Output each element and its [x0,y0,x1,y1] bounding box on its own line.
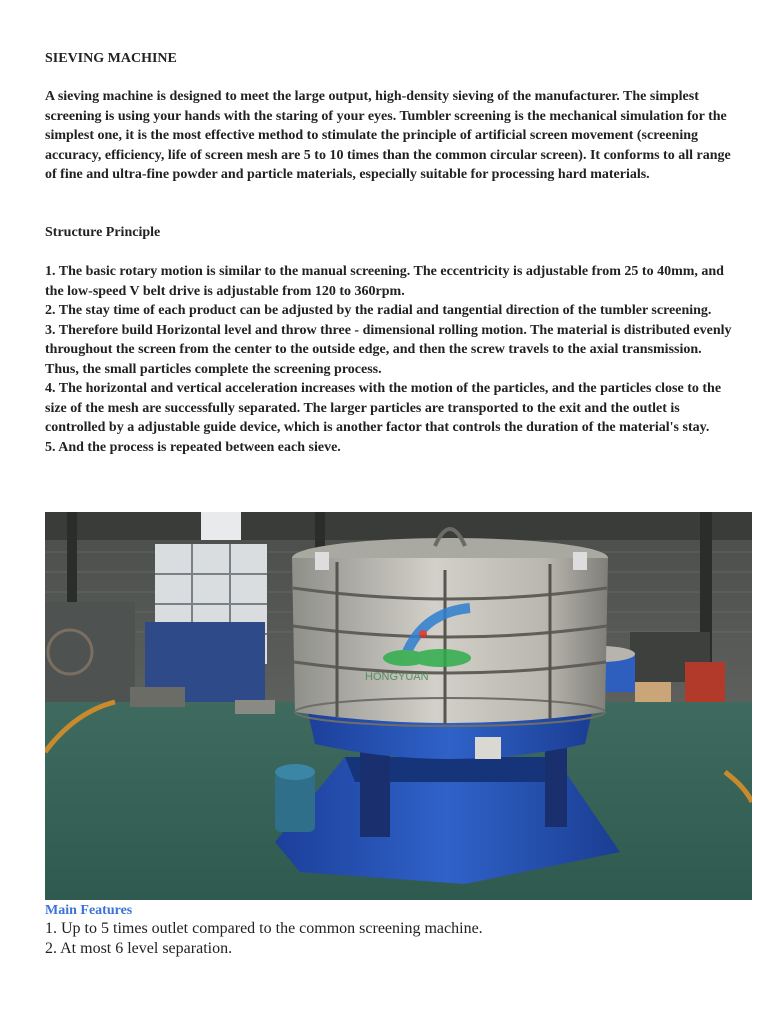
feature-item: 2. At most 6 level separation. [45,940,233,957]
structure-steps [45,262,735,457]
feature-item: 1. Up to 5 times outlet compared to the common screening machine. [45,920,483,937]
step-item: 3. Therefore build Horizontal level and throw three - dimensional rolling motion. The material is distributed evenly throughout the screen from the center to the outside edge, and then the screw travels to the axial transmission. Thus, the small particles complete the screening process. [45,322,732,377]
photo-watermark: HONGYUAN [365,671,429,683]
step-item: 5. And the process is repeated between each sieve. [45,439,341,455]
main-features-heading: Main Features [45,903,133,918]
page-title: SIEVING MACHINE [45,51,177,66]
structure-heading: Structure Principle [45,225,161,240]
step-item: 1. The basic rotary motion is similar to the manual screening. The eccentricity is adjustable from 25 to 40mm, and the low-speed V belt drive is adjustable from 120 to 360rpm. [45,264,724,299]
step-item: 2. The stay time of each product can be adjusted by the radial and tangential direction of the tumbler screening. [45,303,712,318]
intro-paragraph: A sieving machine is designed to meet the large output, high-density sieving of the manufacturer. The simplest screening is using your hands with the staring of your eyes. Tumbler screening is the mechanical simulation for the simplest one, it is the most effective method to stimulate the principle of artificial screen movement (screening accuracy, efficiency, life of screen mesh are 5 to 10 times than the common circular screen). It conforms to all range of fine and ultra-fine powder and particle materials, especially suitable for processing hard materials. [45,89,731,182]
features-list [45,919,483,959]
sieving-machine-photo [45,512,752,900]
step-item: 4. The horizontal and vertical acceleration increases with the motion of the particles, and the particles close to the size of the mesh are successfully separated. The larger particles are transported to the exit and the outlet is controlled by a adjustable guide device, which is another factor that controls the duration of the material's stay. [45,381,722,435]
